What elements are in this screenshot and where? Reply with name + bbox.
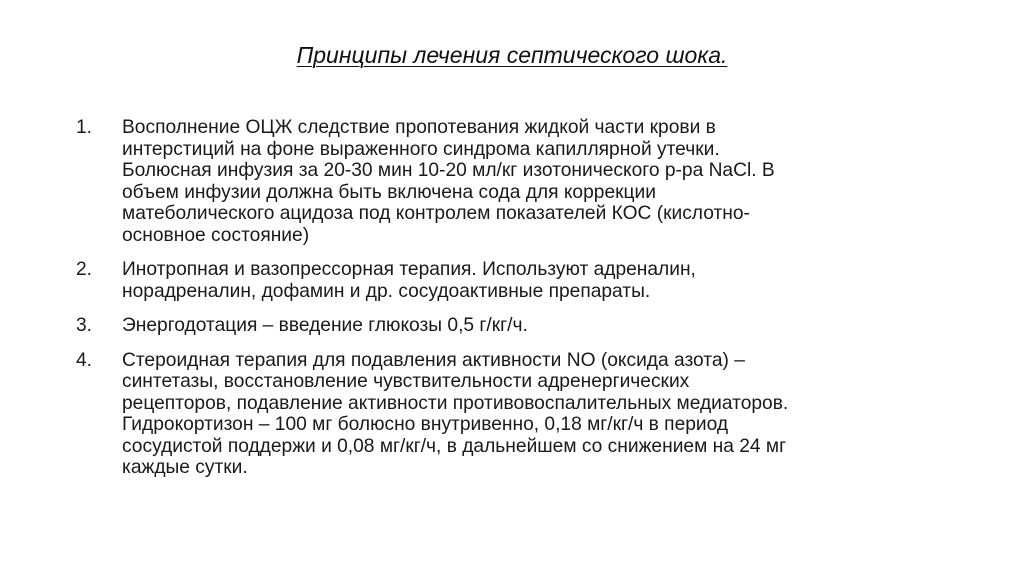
item-text-line: рецепторов, подавление активности противовоспалительных медиаторов. [122,392,789,414]
item-text-line: объем инфузии должна быть включена сода для коррекции [122,181,656,203]
list-item [76,117,956,246]
item-number: 1. [76,117,93,138]
item-text-line: основное состояние) [122,224,310,246]
item-number: 4. [76,349,93,371]
item-text-line: Инотропная и вазопрессорная терапия. Используют адреналин, [122,259,696,280]
item-text-line: Энергодотация – введение глюкозы 0,5 г/кг/ч. [122,315,528,336]
item-number: 2. [76,259,93,280]
item-text-line: Болюсная инфузия за 20-30 мин 10-20 мл/кг изотонического р-ра NaCl. В [122,160,775,181]
list-item [76,350,956,479]
list-item [76,259,956,302]
item-text-line: Гидрокортизон – 100 мг болюсно внутривенно, 0,18 мг/кг/ч в период [122,414,729,435]
item-text-line: интерстиций на фоне выраженного синдрома капиллярной утечки. [122,138,720,160]
item-text-line: норадреналин, дофамин и др. сосудоактивные препараты. [122,280,651,302]
treatment-list [76,117,956,492]
item-text-line: синтетазы, восстановление чувствительности адренергических [122,371,690,392]
item-text-line: каждые сутки. [122,457,248,478]
item-text-line: матеболического ацидоза под контролем показателей КОС (кислотно- [122,203,750,224]
list-item [76,315,956,337]
item-text-line: Восполнение ОЦЖ следствие пропотевания жидкой части крови в [122,117,716,138]
item-text-line: Стероидная терапия для подавления активности NO (оксида азота) – [122,349,745,371]
slide-title: Принципы лечения септического шока. [296,42,728,68]
item-number: 3. [76,315,93,336]
item-text-line: сосудистой поддержи и 0,08 мг/кг/ч, в дальнейшем со снижением на 24 мг [122,435,787,457]
